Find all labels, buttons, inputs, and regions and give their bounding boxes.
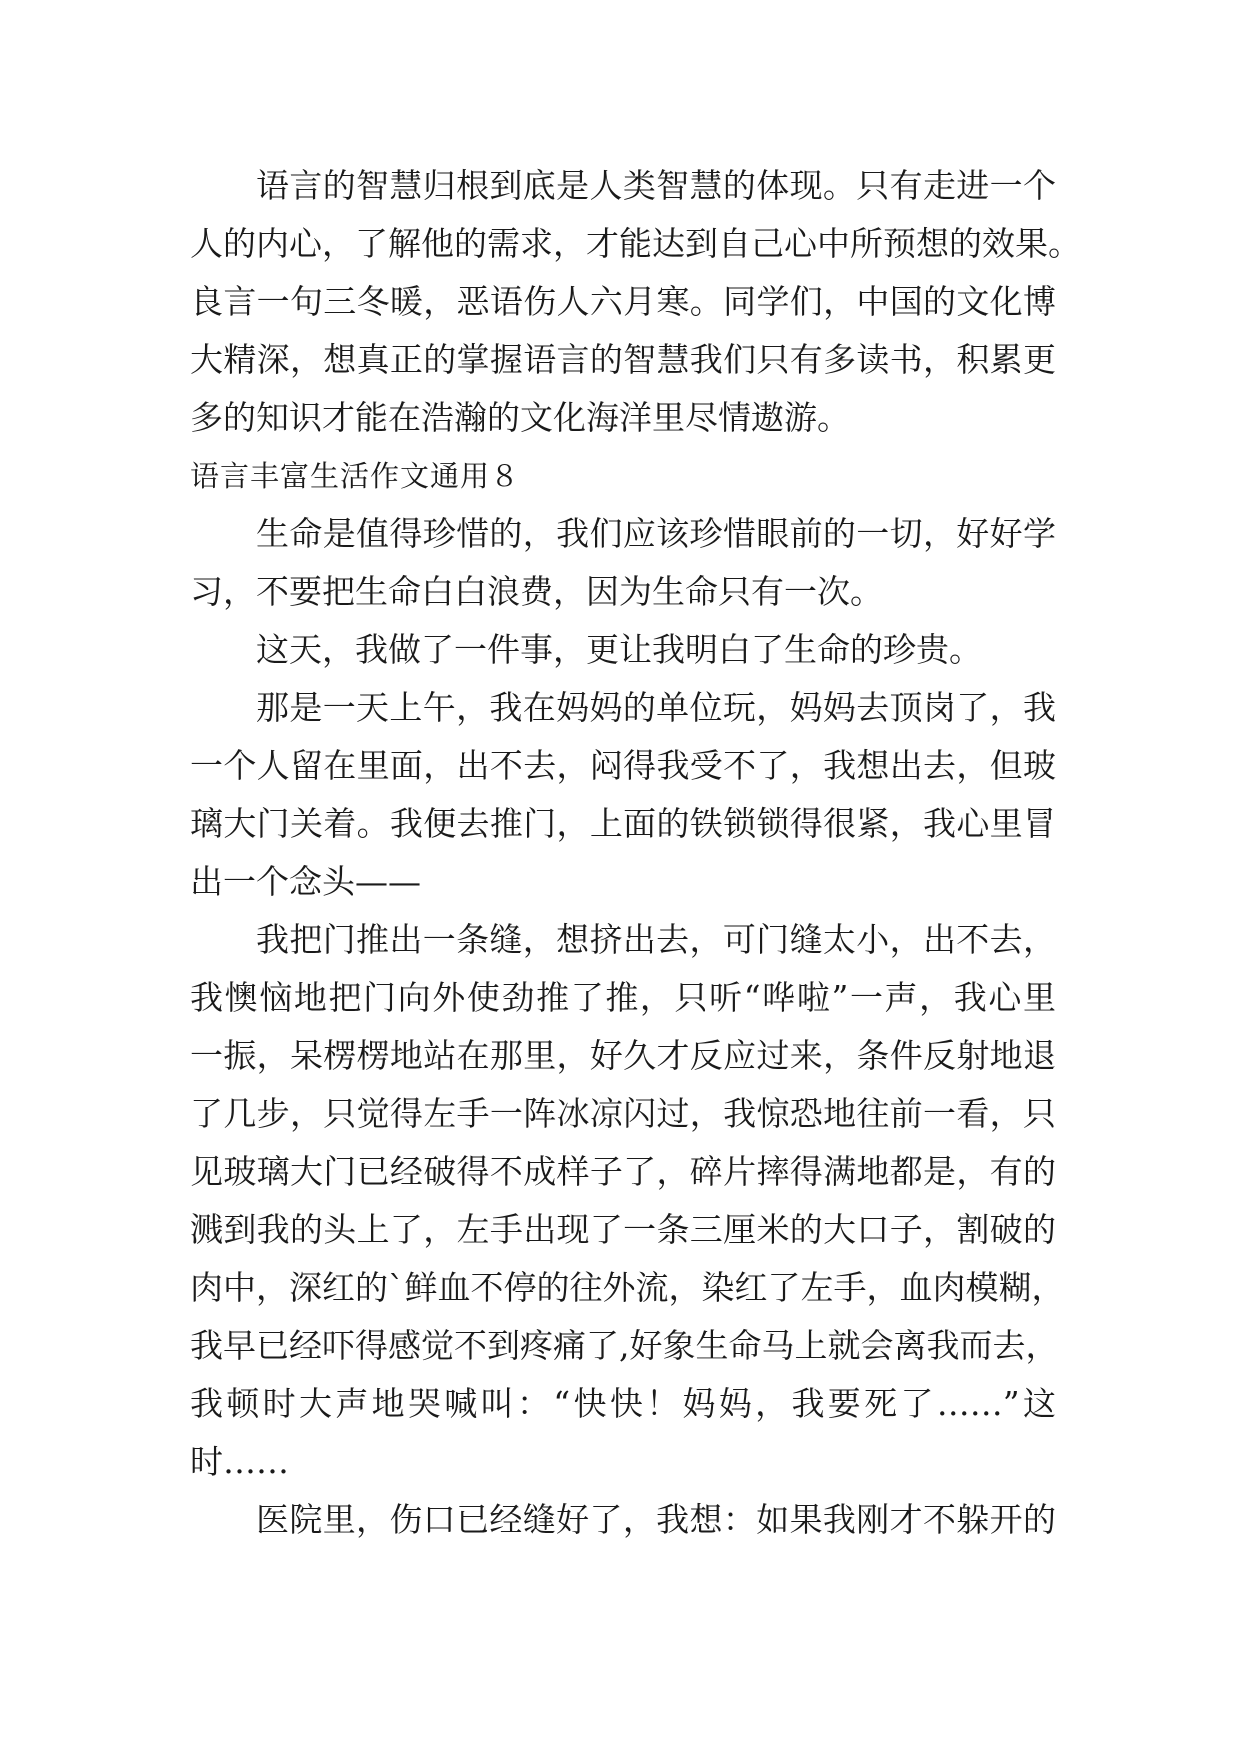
text-line: 肉中，深红的`鲜血不停的往外流，染红了左手，血肉模糊，	[190, 1268, 1065, 1307]
text-line: 出一个念头——	[190, 862, 421, 901]
section-heading: 语言丰富生活作文通用８	[190, 459, 521, 493]
text-line: 大精深，想真正的掌握语言的智慧我们只有多读书，积累更	[190, 340, 1056, 379]
text-line: 人的内心，了解他的需求，才能达到自己心中所预想的效果。	[190, 224, 1081, 263]
document-body	[190, 157, 1081, 1549]
text-line: 那是一天上午，我在妈妈的单位玩，妈妈去顶岗了，我	[256, 688, 1056, 727]
text-line: 我懊恼地把门向外使劲推了推，只听“哗啦”一声，我心里	[190, 978, 1056, 1017]
text-line: 一振，呆楞楞地站在那里，好久才反应过来，条件反射地退	[190, 1036, 1056, 1075]
text-line: 语言的智慧归根到底是人类智慧的体现。只有走进一个	[256, 166, 1056, 205]
text-line: 多的知识才能在浩瀚的文化海洋里尽情遨游。	[190, 398, 850, 437]
text-line: 这天，我做了一件事，更让我明白了生命的珍贵。	[256, 630, 982, 669]
text-line: 时……	[190, 1442, 289, 1481]
text-line: 生命是值得珍惜的，我们应该珍惜眼前的一切，好好学	[256, 514, 1056, 553]
text-line: 璃大门关着。我便去推门，上面的铁锁锁得很紧，我心里冒	[190, 804, 1056, 843]
text-line: 我把门推出一条缝，想挤出去，可门缝太小，出不去，	[256, 920, 1056, 959]
text-line: 溅到我的头上了，左手出现了一条三厘米的大口子，割破的	[190, 1210, 1056, 1249]
text-line: 习，不要把生命白白浪费，因为生命只有一次。	[190, 572, 883, 611]
text-line: 我顿时大声地哭喊叫：“快快！妈妈，我要死了……”这	[190, 1384, 1056, 1423]
text-line: 良言一句三冬暖，恶语伤人六月寒。同学们，中国的文化博	[190, 282, 1056, 321]
text-line: 我早已经吓得感觉不到疼痛了,好象生命马上就会离我而去，	[190, 1326, 1059, 1365]
text-line: 了几步，只觉得左手一阵冰凉闪过，我惊恐地往前一看，只	[190, 1094, 1056, 1133]
text-line: 一个人留在里面，出不去，闷得我受不了，我想出去，但玻	[190, 746, 1056, 785]
text-line: 医院里，伤口已经缝好了，我想：如果我刚才不躲开的	[256, 1500, 1056, 1539]
text-line: 见玻璃大门已经破得不成样子了，碎片摔得满地都是，有的	[190, 1152, 1056, 1191]
